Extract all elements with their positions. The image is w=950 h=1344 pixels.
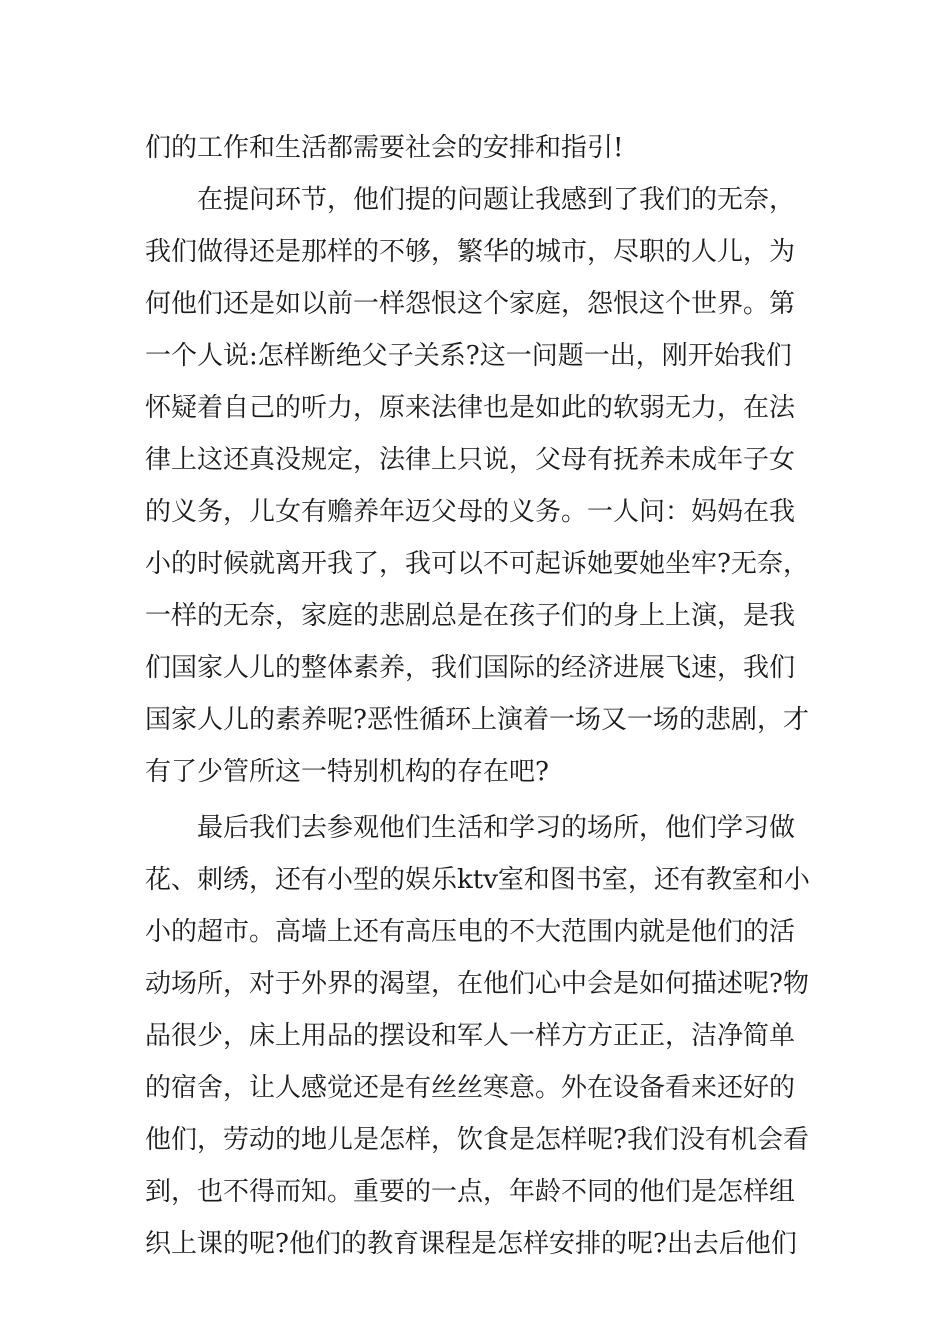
- text-line: 品很少，床上用品的摆设和军人一样方方正正，洁净简单: [145, 1021, 796, 1051]
- text-line: 何他们还是如以前一样怨恨这个家庭，怨恨这个世界。第: [145, 289, 796, 319]
- text-line: 小的时候就离开我了，我可以不可起诉她要她坐牢?无奈，: [145, 549, 809, 579]
- text-line: 一个人说:怎样断绝父子关系?这一问题一出，刚开始我们: [145, 341, 792, 371]
- text-line: 怀疑着自己的听力，原来法律也是如此的软弱无力，在法: [145, 393, 796, 423]
- text-line: 们的工作和生活都需要社会的安排和指引!: [145, 133, 624, 163]
- text-line: 的宿舍，让人感觉还是有丝丝寒意。外在设备看来还好的: [145, 1073, 796, 1103]
- text-line: 花、刺绣，还有小型的娱乐ktv室和图书室，还有教室和小: [145, 865, 810, 895]
- text-line: 小的超市。高墙上还有高压电的不大范围内就是他们的活: [145, 917, 796, 947]
- text-line: 有了少管所这一特别机构的存在吧?: [145, 757, 549, 787]
- text-line: 一样的无奈，家庭的悲剧总是在孩子们的身上上演，是我: [145, 601, 796, 631]
- text-line: 我们做得还是那样的不够，繁华的城市，尽职的人儿，为: [145, 237, 796, 267]
- text-line: 国家人儿的素养呢?恶性循环上演着一场又一场的悲剧，才: [145, 705, 809, 735]
- text-line: 织上课的呢?他们的教育课程是怎样安排的呢?出去后他们: [145, 1229, 797, 1259]
- text-line: 律上这还真没规定，法律上只说，父母有抚养未成年子女: [145, 445, 796, 475]
- text-line: 们国家人儿的整体素养，我们国际的经济进展飞速，我们: [145, 653, 796, 683]
- text-line: 他们，劳动的地儿是怎样，饮食是怎样呢?我们没有机会看: [145, 1125, 809, 1155]
- text-line: 的义务，儿女有赡养年迈父母的义务。一人问：妈妈在我: [145, 497, 796, 527]
- paragraph-start-line: 在提问环节，他们提的问题让我感到了我们的无奈，: [197, 185, 796, 215]
- paragraph-start-line: 最后我们去参观他们生活和学习的场所，他们学习做: [197, 813, 796, 843]
- text-line: 动场所，对于外界的渴望，在他们心中会是如何描述呢?物: [145, 969, 809, 999]
- text-line: 到，也不得而知。重要的一点，年龄不同的他们是怎样组: [145, 1177, 796, 1207]
